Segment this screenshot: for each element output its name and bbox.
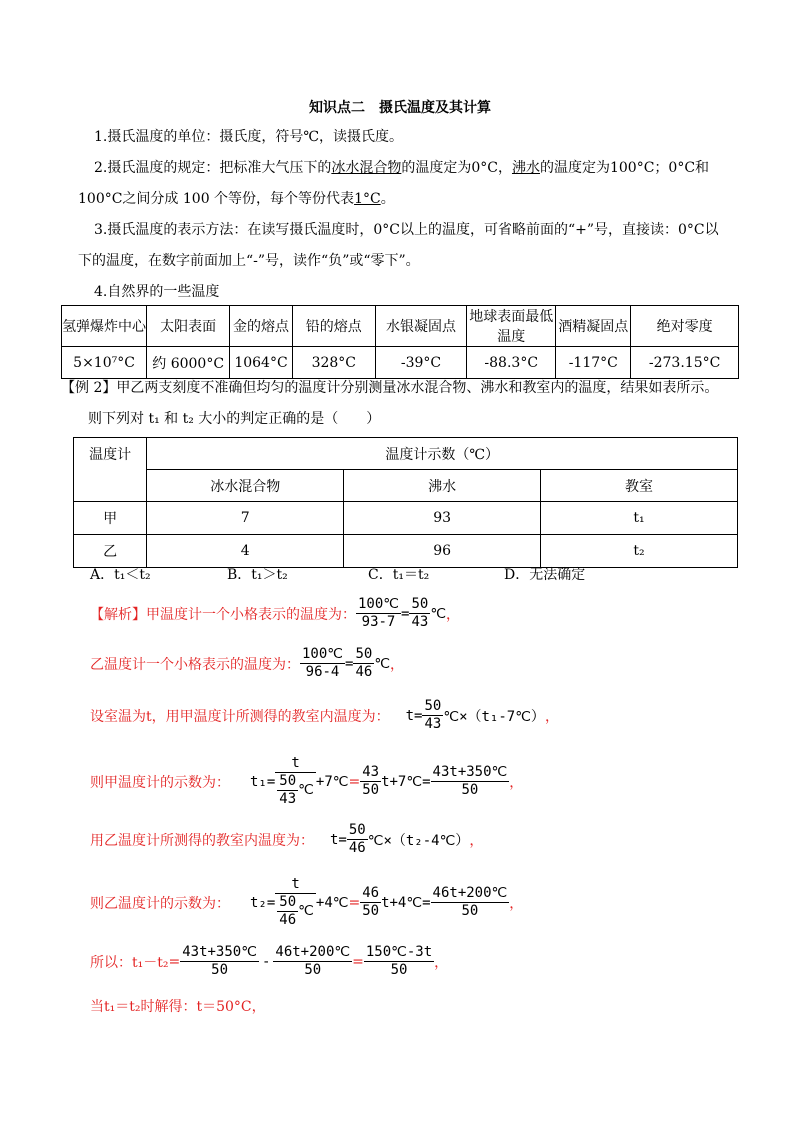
table-header-cell: 氢弹爆炸中心 xyxy=(62,306,147,347)
solution-step-6: 则乙温度计的示数为： t₂= t $\frac{50}{46}$ ℃ +4℃ = $\frac{46}{50}$ t+4℃ = $\frac{46t+200℃}{50}$ ， xyxy=(90,876,524,928)
fraction: $\frac{50}{43}$ xyxy=(411,596,429,630)
option-d: D．无法确定 xyxy=(504,567,586,583)
fraction: $\frac{43t+350℃}{50}$ xyxy=(432,764,508,798)
table-cell: 4 xyxy=(147,535,344,568)
table-header-cell: 太阳表面 xyxy=(147,306,230,347)
table-header-cell: 冰水混合物 xyxy=(147,470,344,502)
example-question-line1: 【例 2】甲乙两支刻度不准确但均匀的温度计分别测量冰水混合物、沸水和教室内的温度，结果如表所示。 xyxy=(61,380,719,396)
table-cell: 约 6000°C xyxy=(147,347,230,379)
fraction: $\frac{150℃-3t}{50}$ xyxy=(365,944,433,978)
paragraph-nature-temps: 4.自然界的一些温度 xyxy=(94,284,220,300)
paragraph-rule-line1: 2.摄氏温度的规定：把标准大气压下的冰水混合物的温度定为0°C，沸水的温度定为100°C；0°C和 xyxy=(94,160,710,176)
solution-conclusion: 当t₁＝t₂时解得：t＝50°C， xyxy=(90,999,266,1015)
answer-blank-ice-water: 冰水混合物 xyxy=(331,160,402,176)
table-header-cell: 地球表面最低温度 xyxy=(467,306,556,347)
table-header-cell: 铅的熔点 xyxy=(292,306,375,347)
table-cell: 1064°C xyxy=(230,347,293,379)
solution-step-5: 用乙温度计所测得的教室内温度为： t= $\frac{50}{46}$ ℃×（t₂-4℃） ， xyxy=(90,822,484,856)
nested-fraction: t $\frac{50}{46}$ ℃ xyxy=(275,876,316,929)
table-cell: t₁ xyxy=(541,502,738,535)
table-cell: 5×10⁷°C xyxy=(62,347,147,379)
option-c: C．t₁＝t₂ xyxy=(368,567,430,583)
table-header-cell: 绝对零度 xyxy=(631,306,739,347)
table-cell: 甲 xyxy=(74,502,147,535)
table-cell: -88.3°C xyxy=(467,347,556,379)
table-header-group: 温度计示数（℃） xyxy=(147,438,738,470)
table-header-cell: 温度计 xyxy=(74,438,147,502)
section-title: 知识点二 摄氏温度及其计算 xyxy=(309,100,491,116)
nested-fraction: t $\frac{50}{43}$ ℃ xyxy=(275,755,316,808)
fraction: $\frac{46t+200℃}{50}$ xyxy=(275,944,351,978)
table-cell: 93 xyxy=(344,502,541,535)
table-cell: -39°C xyxy=(375,347,466,379)
fraction: $\frac{50}{46}$ xyxy=(348,822,366,856)
table-row xyxy=(74,438,738,470)
fraction: $\frac{46t+200℃}{50}$ xyxy=(432,885,508,919)
paragraph-rule-line2: 100°C之间分成 100 个等份，每个等份代表1°C。 xyxy=(78,191,395,207)
table-header-cell: 酒精凝固点 xyxy=(556,306,631,347)
fraction: $\frac{100℃}{96-4}$ xyxy=(302,646,344,680)
table-row xyxy=(62,347,739,379)
fraction: $\frac{43t+350℃}{50}$ xyxy=(182,944,257,978)
table-header-cell: 沸水 xyxy=(344,470,541,502)
fraction: $\frac{50}{46}$ xyxy=(355,646,373,680)
table-cell: 7 xyxy=(147,502,344,535)
example-question-line2: 则下列对 t₁ 和 t₂ 大小的判定正确的是（ ） xyxy=(88,411,381,427)
table-header-cell: 水银凝固点 xyxy=(375,306,466,347)
table-cell: 328°C xyxy=(292,347,375,379)
solution-step-3: 设室温为t，用甲温度计所测得的教室内温度为： t= $\frac{50}{43}$ ℃×（t₁-7℃） ， xyxy=(90,698,559,732)
table-header-cell: 金的熔点 xyxy=(230,306,293,347)
solution-step-1: 【解析】甲温度计一个小格表示的温度为： $\frac{100℃}{93-7}$ = $\frac{50}{43}$ ℃ ， xyxy=(90,596,461,630)
fraction: $\frac{43}{50}$ xyxy=(362,764,380,798)
fraction: $\frac{46}{50}$ xyxy=(362,885,380,919)
table-row xyxy=(74,470,738,502)
option-b: B．t₁＞t₂ xyxy=(227,567,288,583)
fraction: $\frac{50}{43}$ xyxy=(424,698,442,732)
table-row xyxy=(74,535,738,568)
table-row xyxy=(62,306,739,347)
paragraph-notation-line2: 下的温度，在数字前面加上“-”号，读作“负”或“零下”。 xyxy=(78,253,420,269)
paragraph-unit: 1.摄氏温度的单位：摄氏度，符号℃，读摄氏度。 xyxy=(94,129,404,145)
option-a: A．t₁＜t₂ xyxy=(90,567,151,583)
table-header-cell: 教室 xyxy=(541,470,738,502)
table-cell: 乙 xyxy=(74,535,147,568)
table-cell: -117°C xyxy=(556,347,631,379)
solution-step-4: 则甲温度计的示数为： t₁= t $\frac{50}{43}$ ℃ +7℃ = $\frac{43}{50}$ t+7℃ = $\frac{43t+350℃}{50}$ ， xyxy=(90,755,524,807)
table-cell: 96 xyxy=(344,535,541,568)
table-cell: t₂ xyxy=(541,535,738,568)
solution-step-7: 所以：t₁－t₂ = $\frac{43t+350℃}{50}$ - $\frac{46t+200℃}{50}$ = $\frac{150℃-3t}{50}$ ， xyxy=(90,944,449,978)
paragraph-notation-line1: 3.摄氏温度的表示方法：在读写摄氏温度时，0°C以上的温度，可省略前面的“+”号，直接读：0°C以 xyxy=(94,222,719,238)
table-cell: -273.15°C xyxy=(631,347,739,379)
solution-step-2: 乙温度计一个小格表示的温度为： $\frac{100℃}{96-4}$ = $\frac{50}{46}$ ℃ ， xyxy=(90,646,405,680)
answer-blank-boiling-water: 沸水 xyxy=(511,160,540,176)
nature-temperature-table xyxy=(61,305,739,379)
thermometer-readings-table xyxy=(73,437,738,568)
fraction: $\frac{100℃}{93-7}$ xyxy=(358,596,400,630)
table-row xyxy=(74,502,738,535)
answer-blank-one-degree: 1°C xyxy=(354,191,381,207)
